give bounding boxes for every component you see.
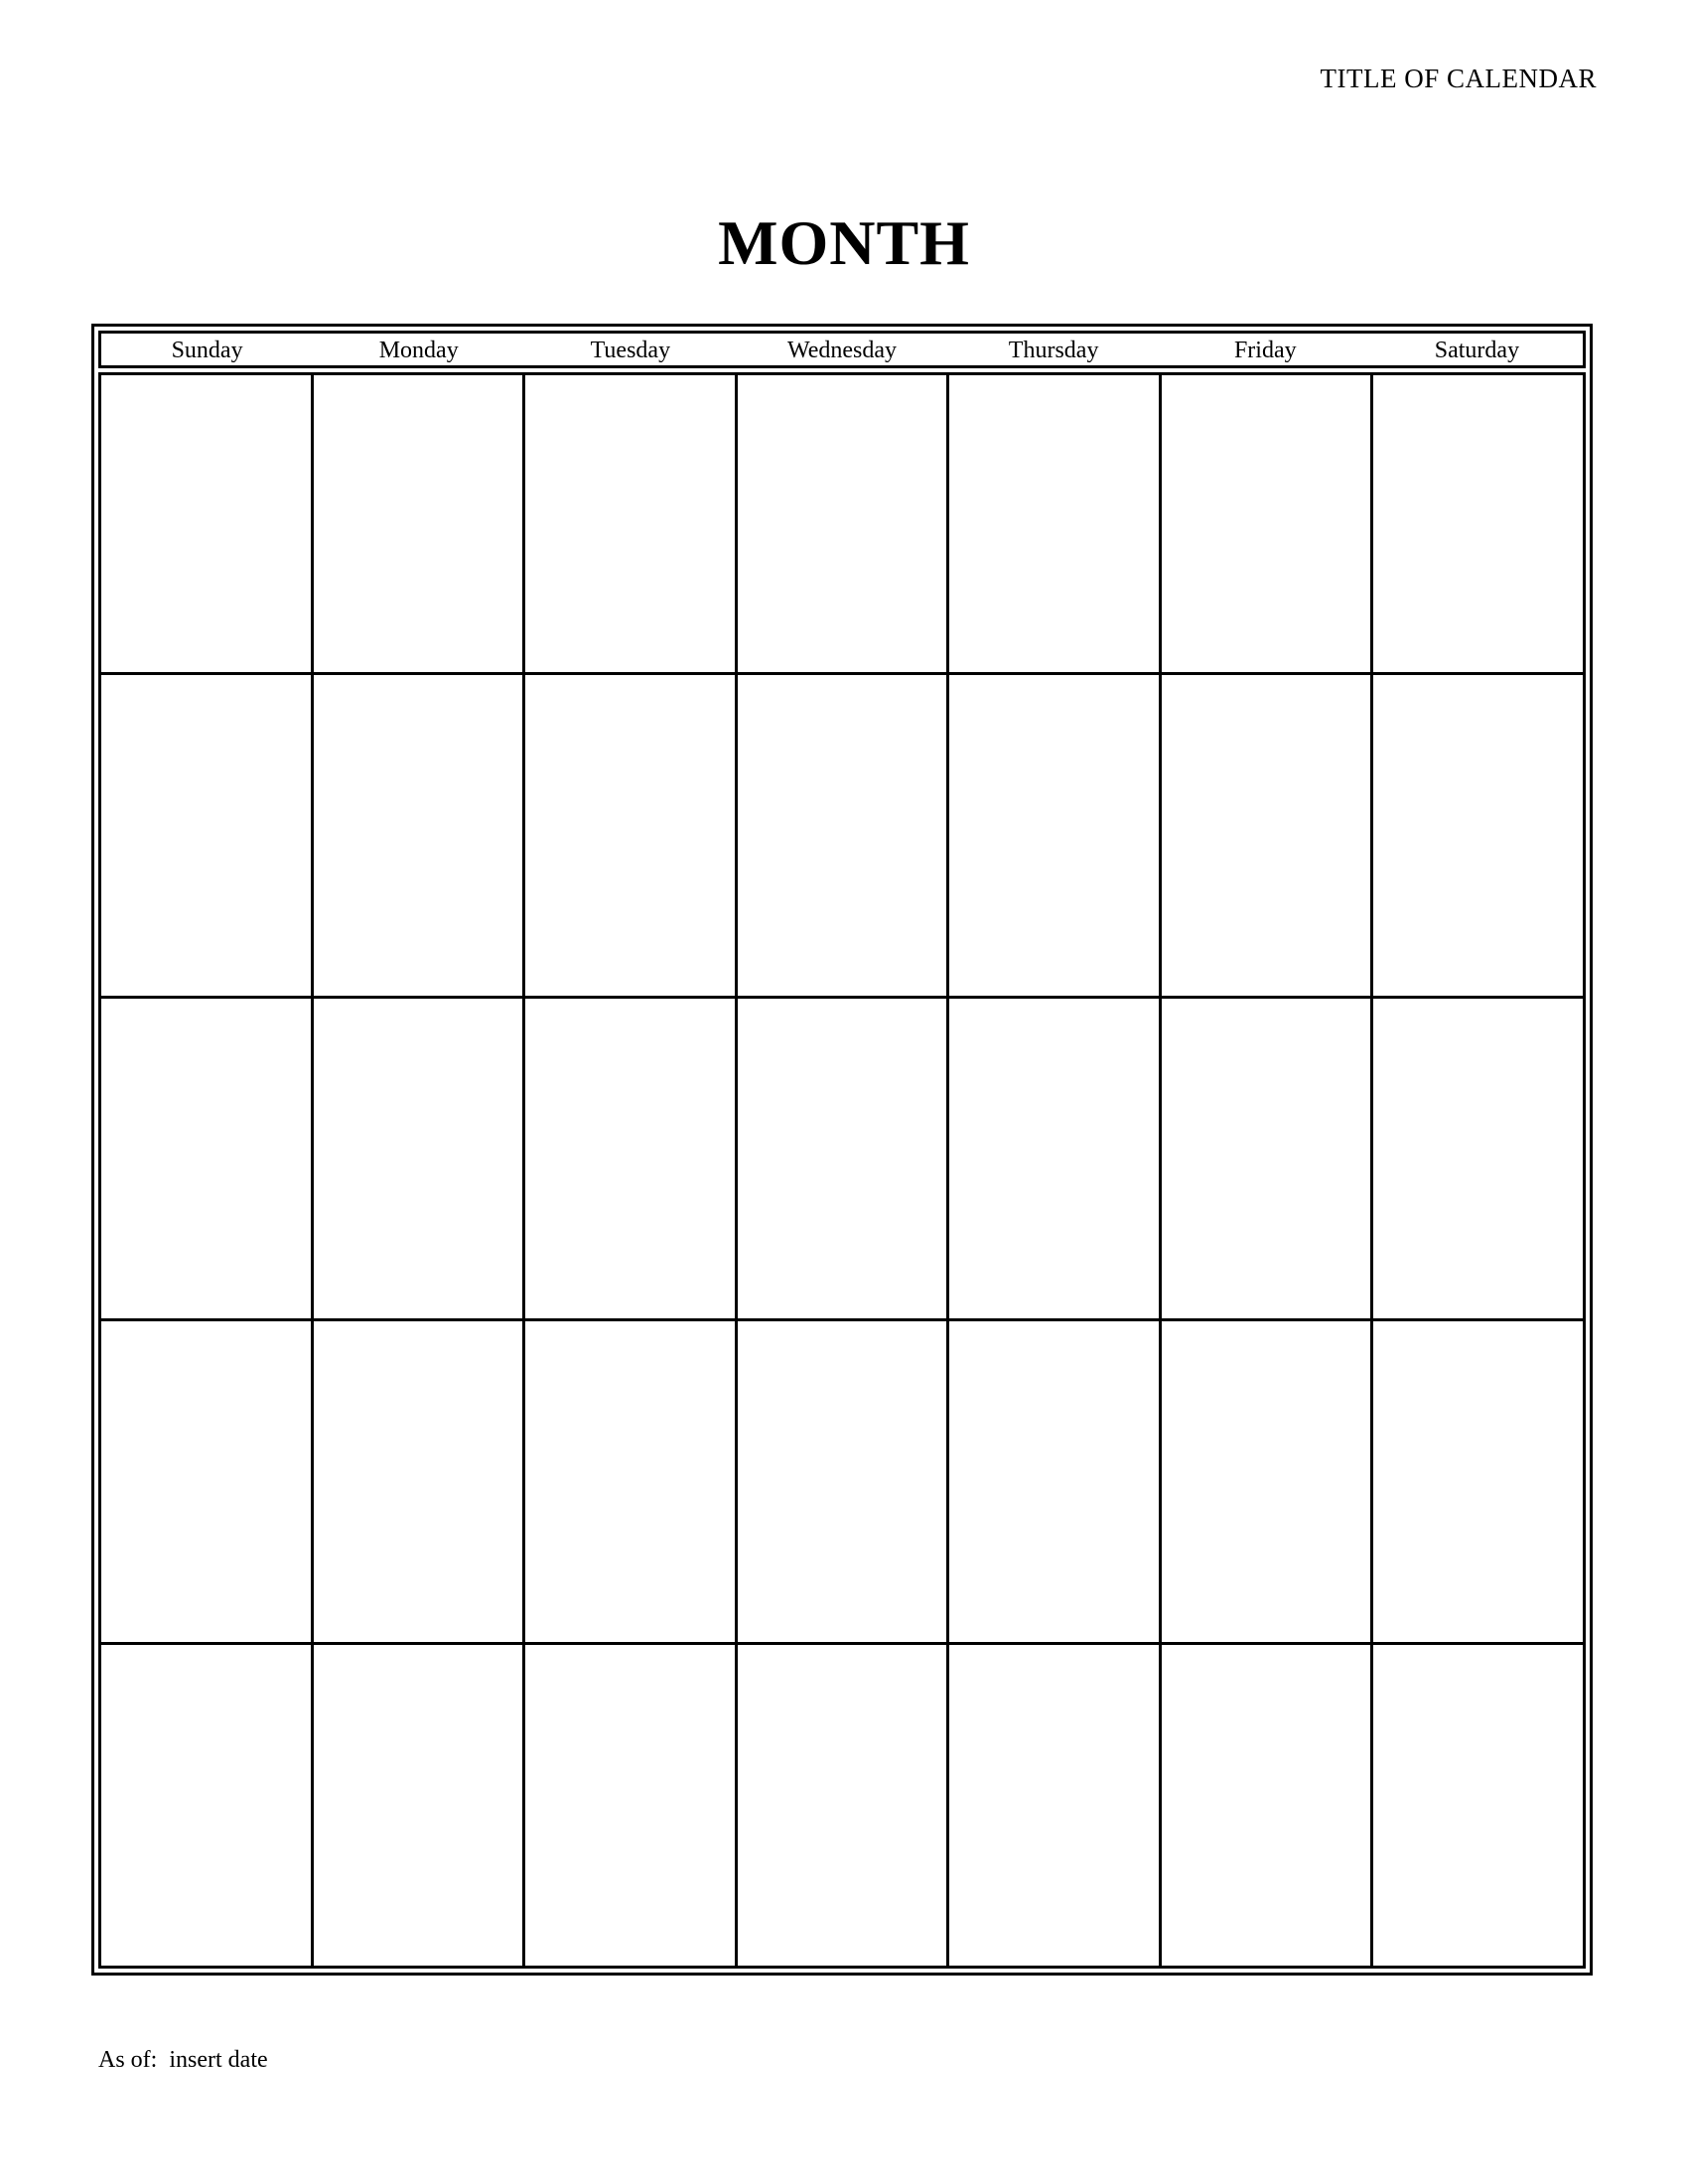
as-of-date: insert date [169, 2047, 268, 2073]
day-cell[interactable] [525, 999, 738, 1322]
weekday-wednesday: Wednesday [786, 338, 897, 363]
day-cell[interactable] [314, 1645, 526, 1969]
day-cell[interactable] [314, 1321, 526, 1645]
day-cell[interactable] [738, 675, 950, 999]
day-cell[interactable] [738, 1321, 950, 1645]
weekday-header [98, 331, 1586, 368]
day-cell[interactable] [314, 675, 526, 999]
day-cell[interactable] [738, 1645, 950, 1969]
weekday-thursday: Thursday [1008, 338, 1099, 363]
day-cell[interactable] [101, 999, 314, 1322]
day-cell[interactable] [949, 375, 1162, 675]
weekday-saturday: Saturday [1434, 338, 1520, 363]
day-cell[interactable] [949, 1645, 1162, 1969]
day-cell[interactable] [1162, 675, 1374, 999]
day-cell[interactable] [738, 375, 950, 675]
weekday-monday: Monday [378, 338, 459, 363]
day-cell[interactable] [1373, 1321, 1586, 1645]
day-cell[interactable] [1373, 999, 1586, 1322]
as-of-label: As of: [98, 2047, 158, 2073]
as-of-line [98, 2047, 268, 2074]
day-grid [98, 372, 1586, 1969]
day-cell[interactable] [1162, 999, 1374, 1322]
weekday-friday: Friday [1233, 338, 1297, 363]
day-cell[interactable] [738, 999, 950, 1322]
month-heading: MONTH [718, 207, 970, 278]
day-cell[interactable] [1373, 675, 1586, 999]
day-cell[interactable] [525, 1321, 738, 1645]
day-cell[interactable] [101, 1321, 314, 1645]
day-cell[interactable] [949, 999, 1162, 1322]
day-cell[interactable] [1162, 1321, 1374, 1645]
day-cell[interactable] [1373, 375, 1586, 675]
calendar-title: TITLE OF CALENDAR [1320, 64, 1597, 93]
day-cell[interactable] [101, 675, 314, 999]
calendar-frame [91, 324, 1593, 1976]
weekday-tuesday: Tuesday [590, 338, 671, 363]
weekday-sunday: Sunday [171, 338, 243, 363]
day-cell[interactable] [314, 999, 526, 1322]
day-cell[interactable] [101, 375, 314, 675]
calendar-inner [98, 331, 1586, 1969]
day-cell[interactable] [525, 375, 738, 675]
day-cell[interactable] [525, 1645, 738, 1969]
day-cell[interactable] [949, 1321, 1162, 1645]
day-cell[interactable] [1162, 375, 1374, 675]
day-cell[interactable] [1162, 1645, 1374, 1969]
day-cell[interactable] [314, 375, 526, 675]
day-cell[interactable] [1373, 1645, 1586, 1969]
day-cell[interactable] [101, 1645, 314, 1969]
day-cell[interactable] [949, 675, 1162, 999]
day-cell[interactable] [525, 675, 738, 999]
